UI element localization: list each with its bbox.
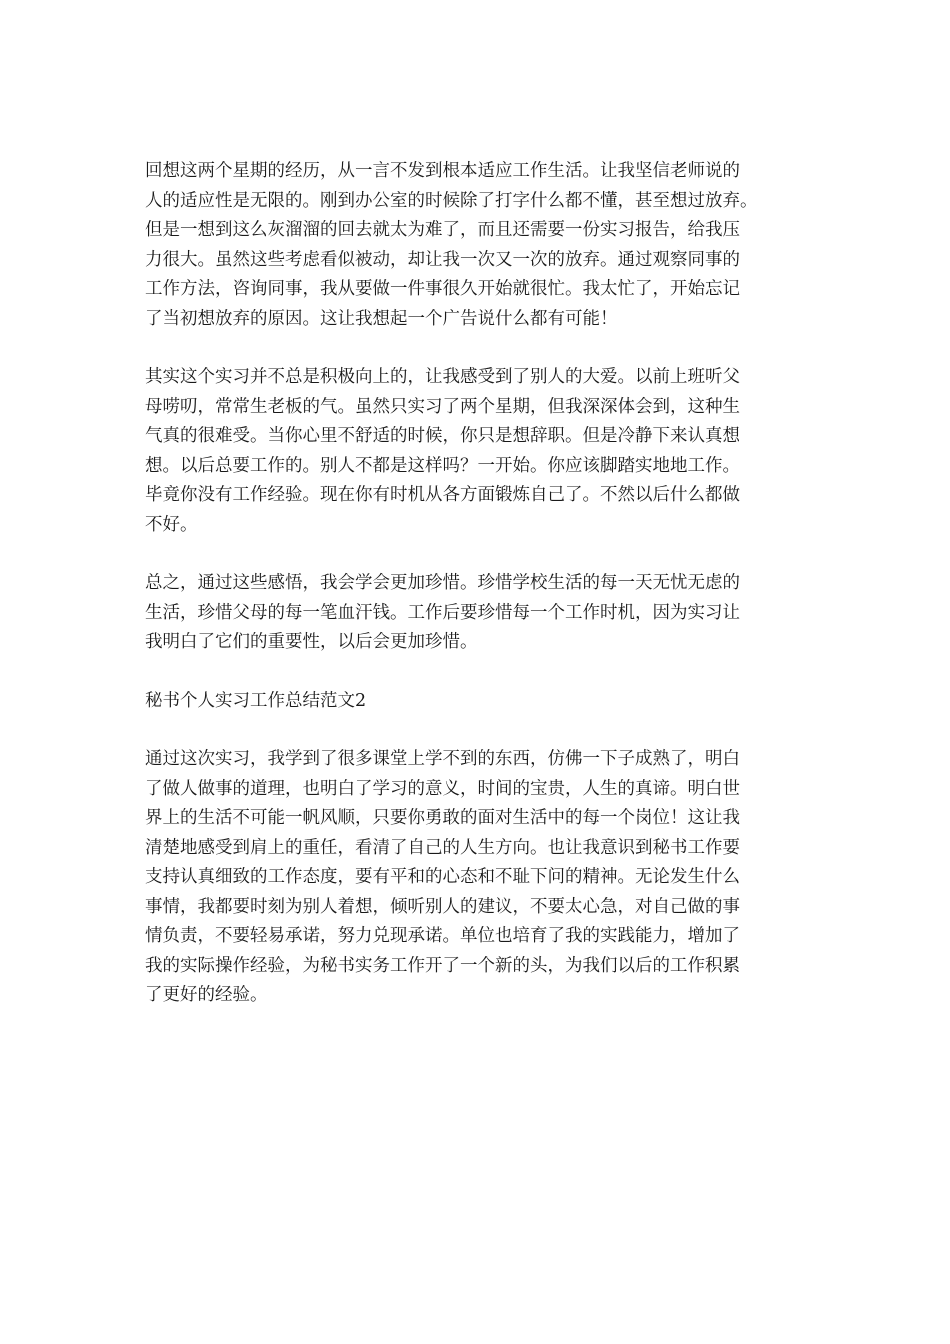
text-line: 支持认真细致的工作态度，要有平和的心态和不耻下问的精神。无论发生什么 <box>145 867 740 887</box>
paragraph-spacer <box>145 716 810 745</box>
text-line: 总之，通过这些感悟，我会学会更加珍惜。珍惜学校生活的每一天无忧无虑的 <box>145 573 740 593</box>
text-line: 生活，珍惜父母的每一笔血汗钱。工作后要珍惜每一个工作时机，因为实习让 <box>145 602 740 623</box>
text-line: 我明白了它们的重要性，以后会更加珍惜。 <box>145 632 478 652</box>
paragraph-spacer <box>145 334 810 363</box>
text-line: 事情，我都要时刻为别人着想，倾听别人的建议，不要太心急，对自己做的事 <box>145 896 740 917</box>
text-line: 了做人做事的道理，也明白了学习的意义，时间的宝贵，人生的真谛。明白世 <box>145 778 740 799</box>
text-line: 想。以后总要工作的。别人不都是这样吗？一开始。你应该脚踏实地地工作。 <box>145 455 740 476</box>
text-line: 但是一想到这么灰溜溜的回去就太为难了，而且还需要一份实习报告，给我压 <box>145 220 740 240</box>
document-body <box>145 157 810 1011</box>
text-line: 通过这次实习，我学到了很多课堂上学不到的东西，仿佛一下子成熟了，明白 <box>145 749 740 769</box>
text-line: 了更好的经验。 <box>145 985 268 1005</box>
text-line: 了当初想放弃的原因。这让我想起一个广告说什么都有可能！ <box>145 308 618 329</box>
paragraph-spacer <box>145 540 810 569</box>
paragraph-3 <box>145 569 810 658</box>
text-line: 人的适应性是无限的。刚到办公室的时候除了打字什么都不懂，甚至想过放弃。 <box>145 190 758 211</box>
section-heading: 秘书个人实习工作总结范文2 <box>145 690 367 711</box>
paragraph-2 <box>145 363 810 540</box>
text-line: 力很大。虽然这些考虑看似被动，却让我一次又一次的放弃。通过观察同事的 <box>145 249 740 270</box>
text-line: 不好。 <box>145 514 198 535</box>
paragraph-spacer <box>145 658 810 687</box>
text-line: 气真的很难受。当你心里不舒适的时候，你只是想辞职。但是冷静下来认真想 <box>145 426 740 446</box>
text-line: 回想这两个星期的经历，从一言不发到根本适应工作生活。让我坚信老师说的 <box>145 161 740 181</box>
text-line: 清楚地感受到肩上的重任，看清了自己的人生方向。也让我意识到秘书工作要 <box>145 837 740 858</box>
text-line: 界上的生活不可能一帆风顺，只要你勇敢的面对生活中的每一个岗位！这让我 <box>145 808 740 828</box>
text-line: 母唠叨，常常生老板的气。虽然只实习了两个星期，但我深深体会到，这种生 <box>145 396 740 417</box>
text-line: 其实这个实习并不总是积极向上的，让我感受到了别人的大爱。以前上班听父 <box>145 367 740 387</box>
text-line: 我的实际操作经验，为秘书实务工作开了一个新的头，为我们以后的工作积累 <box>145 955 740 976</box>
text-line: 情负责，不要轻易承诺，努力兑现承诺。单位也培育了我的实践能力，增加了 <box>145 926 740 946</box>
text-line: 工作方法，咨询同事，我从要做一件事很久开始就很忙。我太忙了，开始忘记 <box>145 279 740 299</box>
text-line: 毕竟你没有工作经验。现在你有时机从各方面锻炼自己了。不然以后什么都做 <box>145 485 740 505</box>
paragraph-1 <box>145 157 810 334</box>
paragraph-4 <box>145 745 810 1011</box>
